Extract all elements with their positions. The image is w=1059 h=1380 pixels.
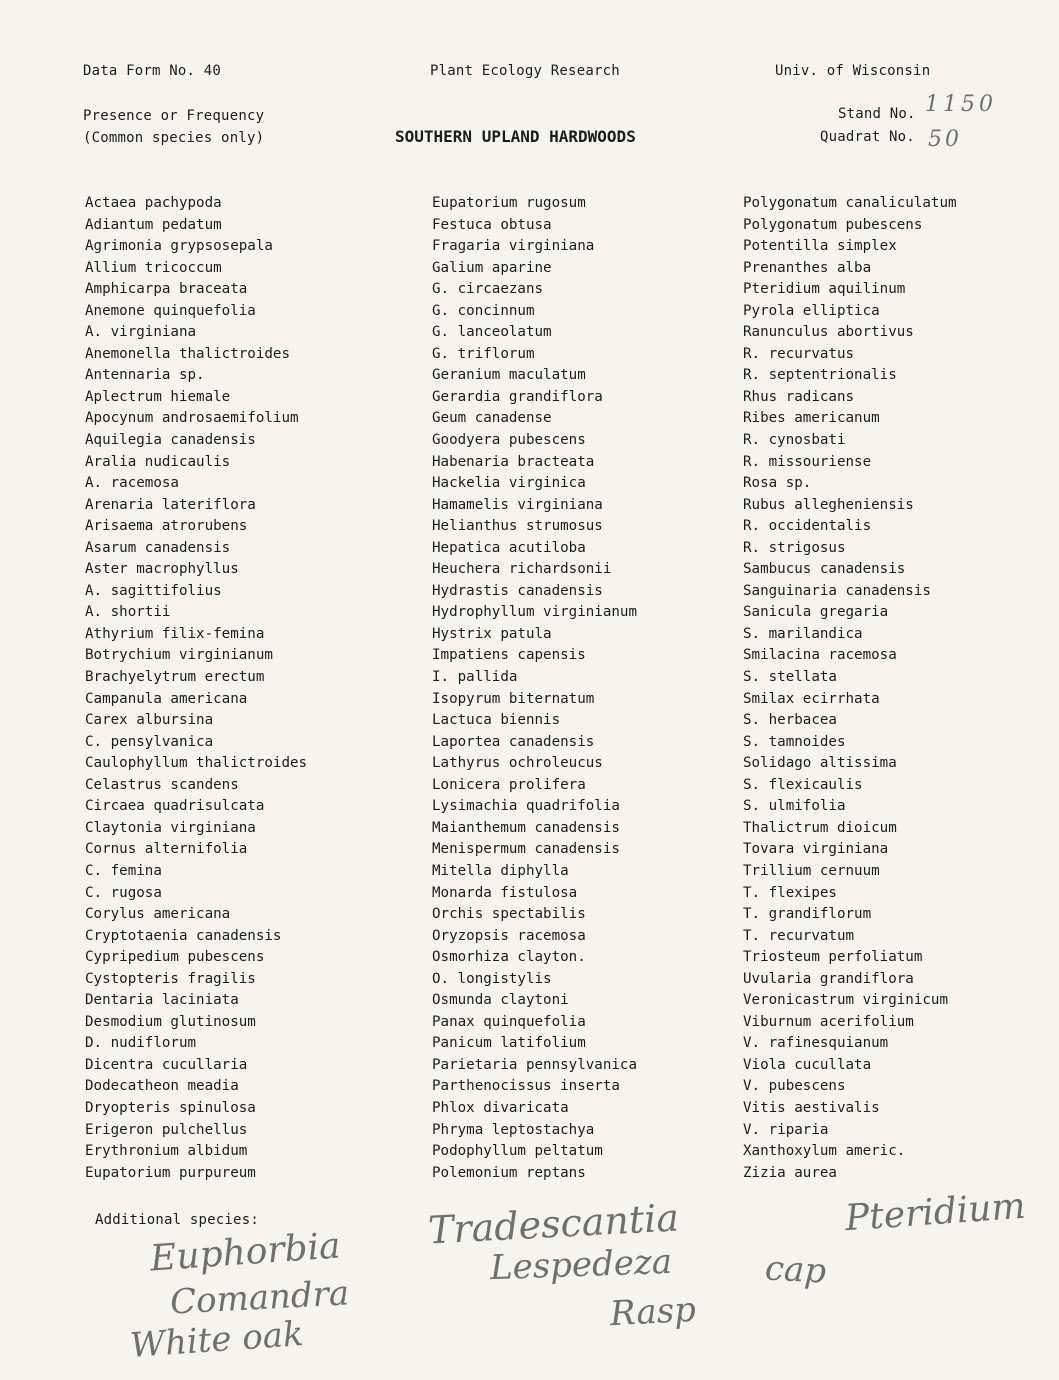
species-item: D. nudiflorum [85, 1035, 197, 1052]
species-item: Carex albursina [85, 712, 214, 729]
species-item: Aralia nudicaulis [85, 453, 231, 470]
species-item: Mitella diphylla [432, 862, 569, 879]
species-item: I. pallida [432, 669, 518, 686]
species-item: Hystrix patula [432, 625, 552, 642]
species-item: T. recurvatum [743, 927, 855, 944]
species-item: Allium tricoccum [85, 259, 222, 276]
species-item: Prenanthes alba [743, 259, 872, 276]
handwritten-note: White oak [128, 1313, 305, 1367]
species-item: Asarum canadensis [85, 539, 231, 556]
species-item: Amphicarpa braceata [85, 281, 248, 298]
species-item: Uvularia grandiflora [743, 970, 914, 987]
species-item: Triosteum perfoliatum [743, 949, 923, 966]
species-item: Panax quinquefolia [432, 1013, 586, 1030]
species-item: Goodyera pubescens [432, 432, 586, 449]
species-item: Osmunda claytoni [432, 992, 569, 1009]
species-item: Monarda fistulosa [432, 884, 578, 901]
species-item: Apocynum androsaemifolium [85, 410, 299, 427]
species-item: Sanicula gregaria [743, 604, 889, 621]
species-item: Brachyelytrum erectum [85, 669, 265, 686]
species-column-2 [432, 193, 637, 1184]
species-item: R. missouriense [743, 453, 872, 470]
species-item: Menispermum canadensis [432, 841, 620, 858]
species-item: Lysimachia quadrifolia [432, 798, 620, 815]
species-item: Smilacina racemosa [743, 647, 897, 664]
species-item: Arenaria lateriflora [85, 496, 256, 513]
page-title: SOUTHERN UPLAND HARDWOODS [395, 127, 636, 146]
species-item: Zizia aurea [743, 1164, 837, 1181]
species-item: Smilax ecirrhata [743, 690, 880, 707]
species-item: Polygonatum canaliculatum [743, 195, 957, 211]
species-item: Heuchera richardsonii [432, 561, 612, 578]
species-item: Hydrastis canadensis [432, 582, 603, 599]
species-item: R. septentrionalis [743, 367, 897, 384]
species-item: Habenaria bracteata [432, 453, 595, 470]
species-item: V. pubescens [743, 1078, 846, 1095]
species-item: Tovara virginiana [743, 841, 889, 858]
species-item: Galium aparine [432, 259, 552, 276]
species-item: Cornus alternifolia [85, 841, 248, 858]
stand-number-value: 1150 [925, 92, 997, 117]
species-item: Osmorhiza clayton. [432, 949, 586, 966]
species-item: Oryzopsis racemosa [432, 927, 586, 944]
species-item: Rosa sp. [743, 475, 812, 492]
species-item: Corylus americana [85, 906, 231, 923]
species-item: Ribes americanum [743, 410, 880, 427]
species-item: Pteridium aquilinum [743, 281, 906, 298]
species-item: R. cynosbati [743, 432, 846, 449]
program-name: Plant Ecology Research [430, 63, 620, 79]
species-item: Celastrus scandens [85, 776, 239, 793]
species-item: Antennaria sp. [85, 367, 205, 384]
species-item: Caulophyllum thalictroides [85, 755, 308, 772]
species-item: Dentaria laciniata [85, 992, 239, 1009]
species-item: Maianthemum canadensis [432, 819, 620, 836]
species-item: Adiantum pedatum [85, 216, 222, 233]
form-number: Data Form No. 40 [83, 63, 222, 79]
species-item: Aplectrum hiemale [85, 388, 231, 405]
species-item: Orchis spectabilis [432, 906, 586, 923]
species-item: G. lanceolatum [432, 324, 552, 341]
species-item: Claytonia virginiana [85, 819, 256, 836]
species-item: Potentilla simplex [743, 238, 897, 255]
quadrat-number-label: Quadrat No. [820, 129, 915, 145]
species-item: A. virginiana [85, 324, 197, 341]
species-item: C. rugosa [85, 884, 162, 901]
species-item: Campanula americana [85, 690, 248, 707]
handwritten-note: Lespedeza [489, 1241, 673, 1289]
handwritten-note: Tradescantia [427, 1195, 680, 1253]
species-item: Geranium maculatum [432, 367, 586, 384]
species-item: Erigeron pulchellus [85, 1121, 248, 1138]
species-item: Dicentra cucullaria [85, 1056, 248, 1073]
measure-label: Presence or Frequency [83, 108, 265, 124]
species-item: C. pensylvanica [85, 733, 214, 750]
species-item: Panicum latifolium [432, 1035, 586, 1052]
species-item: Botrychium virginianum [85, 647, 273, 664]
species-item: T. grandiflorum [743, 906, 872, 923]
species-item: Lonicera prolifera [432, 776, 586, 793]
species-item: Hydrophyllum virginianum [432, 604, 637, 621]
scope-label: (Common species only) [83, 130, 265, 146]
species-item: Hackelia virginica [432, 475, 586, 492]
species-item: Cryptotaenia canadensis [85, 927, 282, 944]
species-item: Isopyrum biternatum [432, 690, 595, 707]
species-item: Cypripedium pubescens [85, 949, 265, 966]
species-item: Eupatorium rugosum [432, 195, 586, 211]
species-item: R. strigosus [743, 539, 846, 556]
species-item: Parthenocissus inserta [432, 1078, 620, 1095]
handwritten-note: Comandra [169, 1273, 351, 1323]
species-item: Laportea canadensis [432, 733, 595, 750]
species-item: Rubus allegheniensis [743, 496, 914, 513]
species-item: Sambucus canadensis [743, 561, 906, 578]
species-item: Lathyrus ochroleucus [432, 755, 603, 772]
species-item: Anemone quinquefolia [85, 302, 256, 319]
species-item: T. flexipes [743, 884, 837, 901]
stand-number-label: Stand No. [838, 106, 916, 122]
species-item: Fragaria virginiana [432, 238, 595, 255]
species-item: Parietaria pennsylvanica [432, 1056, 637, 1073]
species-item: A. sagittifolius [85, 582, 222, 599]
species-item: Rhus radicans [743, 388, 855, 405]
species-item: C. femina [85, 862, 162, 879]
institution-name: Univ. of Wisconsin [775, 63, 931, 79]
species-item: R. occidentalis [743, 518, 872, 535]
species-item: Trillium cernuum [743, 862, 880, 879]
species-item: Hamamelis virginiana [432, 496, 603, 513]
species-item: Arisaema atrorubens [85, 518, 248, 535]
species-item: A. shortii [85, 604, 171, 621]
species-item: Impatiens capensis [432, 647, 586, 664]
species-item: R. recurvatus [743, 345, 855, 362]
species-item: Hepatica acutiloba [432, 539, 586, 556]
species-item: Erythronium albidum [85, 1143, 248, 1160]
species-item: Viola cucullata [743, 1056, 872, 1073]
species-column-3 [743, 193, 957, 1184]
additional-species-label: Additional species: [95, 1212, 259, 1228]
species-item: S. tamnoides [743, 733, 846, 750]
species-column-1 [85, 193, 307, 1184]
species-item: G. concinnum [432, 302, 535, 319]
species-item: Ranunculus abortivus [743, 324, 914, 341]
handwritten-note: Euphorbia [148, 1225, 342, 1280]
species-item: S. flexicaulis [743, 776, 863, 793]
species-item: Veronicastrum virginicum [743, 992, 948, 1009]
species-item: Sanguinaria canadensis [743, 582, 931, 599]
species-item: Vitis aestivalis [743, 1099, 880, 1116]
species-item: Agrimonia grypsosepala [85, 238, 273, 255]
species-item: O. longistylis [432, 970, 552, 987]
species-item: Solidago altissima [743, 755, 897, 772]
species-item: Aquilegia canadensis [85, 432, 256, 449]
handwritten-note: cap [763, 1248, 828, 1292]
species-item: V. rafinesquianum [743, 1035, 889, 1052]
species-item: Athyrium filix-femina [85, 625, 265, 642]
species-item: S. herbacea [743, 712, 837, 729]
species-item: G. circaezans [432, 281, 544, 298]
species-item: Actaea pachypoda [85, 195, 222, 211]
species-item: Geum canadense [432, 410, 552, 427]
species-item: Viburnum acerifolium [743, 1013, 914, 1030]
species-item: Helianthus strumosus [432, 518, 603, 535]
handwritten-note: Pteridium [843, 1185, 1027, 1240]
species-item: V. riparia [743, 1121, 829, 1138]
species-item: Polemonium reptans [432, 1164, 586, 1181]
species-item: S. marilandica [743, 625, 863, 642]
species-item: Eupatorium purpureum [85, 1164, 256, 1181]
species-item: Dryopteris spinulosa [85, 1099, 256, 1116]
species-item: Cystopteris fragilis [85, 970, 256, 987]
species-item: Thalictrum dioicum [743, 819, 897, 836]
species-item: Festuca obtusa [432, 216, 552, 233]
species-item: Lactuca biennis [432, 712, 561, 729]
species-item: Polygonatum pubescens [743, 216, 923, 233]
species-item: Dodecatheon meadia [85, 1078, 239, 1095]
species-item: Aster macrophyllus [85, 561, 239, 578]
species-item: Pyrola elliptica [743, 302, 880, 319]
species-item: Circaea quadrisulcata [85, 798, 265, 815]
species-item: S. stellata [743, 669, 837, 686]
species-item: Podophyllum peltatum [432, 1143, 603, 1160]
species-item: Gerardia grandiflora [432, 388, 603, 405]
species-item: S. ulmifolia [743, 798, 846, 815]
quadrat-number-value: 50 [928, 127, 962, 152]
handwritten-note: Rasp [609, 1289, 697, 1335]
species-item: Desmodium glutinosum [85, 1013, 256, 1030]
species-item: A. racemosa [85, 475, 179, 492]
species-item: Xanthoxylum americ. [743, 1143, 906, 1160]
species-item: G. triflorum [432, 345, 535, 362]
species-item: Anemonella thalictroides [85, 345, 290, 362]
species-item: Phryma leptostachya [432, 1121, 595, 1138]
species-item: Phlox divaricata [432, 1099, 569, 1116]
